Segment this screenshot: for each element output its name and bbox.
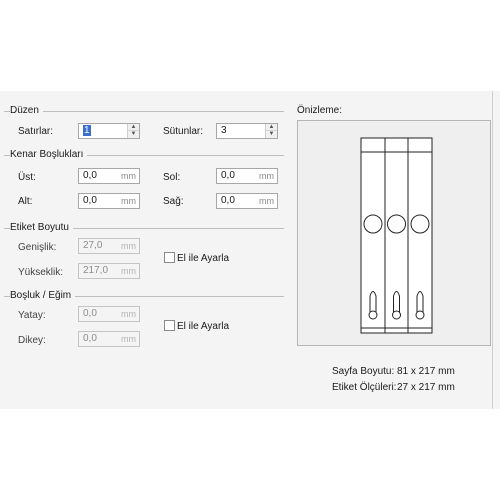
label-height-label: Yükseklik: [18,267,64,278]
columns-increment-icon[interactable]: ▲ [266,124,277,131]
rows-increment-icon[interactable]: ▲ [128,124,139,131]
preview-circle-2 [388,215,406,233]
label-size-manual-checkbox[interactable] [164,252,175,263]
label-width-input[interactable] [78,238,140,254]
spacing-manual-label[interactable]: El ile Ayarla [177,321,230,332]
label-height-unit: mm [121,266,136,276]
spacing-manual-checkbox[interactable] [164,320,175,331]
columns-value: 3 [221,125,227,136]
bottom-margin-label: Alt: [18,196,33,207]
left-margin-label: Sol: [163,172,181,183]
top-margin-label: Üst: [18,172,36,183]
horizontal-spacing-value: 0,0 [83,308,97,319]
vertical-spacing-value: 0,0 [83,333,97,344]
right-margin-unit: mm [259,196,274,206]
preview-circle-1 [364,215,382,233]
rows-decrement-icon[interactable]: ▼ [130,131,137,137]
rows-label: Satırlar: [18,126,54,137]
label-height-input[interactable] [78,263,140,279]
preview-slot-hole-3 [416,311,424,319]
rows-spinner[interactable] [127,124,139,138]
vertical-spacing-input[interactable] [78,331,140,347]
horizontal-spacing-unit: mm [121,309,136,319]
right-margin-input[interactable] [216,193,278,209]
horizontal-spacing-label: Yatay: [18,310,46,321]
label-dims-value: 27 x 217 mm [397,382,455,393]
bottom-margin-input[interactable] [78,193,140,209]
columns-decrement-icon[interactable]: ▼ [268,131,275,137]
preview-circle-3 [411,215,429,233]
left-margin-unit: mm [259,171,274,181]
bottom-margin-unit: mm [121,196,136,206]
columns-spinner[interactable] [265,124,277,138]
columns-input[interactable] [216,123,278,139]
label-width-label: Genişlik: [18,242,57,253]
label-width-value: 27,0 [83,240,103,251]
preview-page [361,138,432,333]
preview-slot-hole-1 [369,311,377,319]
top-margin-input[interactable] [78,168,140,184]
label-size-manual-label[interactable]: El ile Ayarla [177,253,230,264]
right-margin-label: Sağ: [163,196,184,207]
left-margin-input[interactable] [216,168,278,184]
label-preview-drawing [298,121,492,347]
top-margin-value: 0,0 [83,170,97,181]
panel-right-border [492,91,493,409]
left-margin-value: 0,0 [221,170,235,181]
label-width-unit: mm [121,241,136,251]
page-size-label: Sayfa Boyutu: [332,366,395,377]
layout-separator [4,111,284,112]
layout-section-title: Düzen [10,105,43,116]
right-margin-value: 0,0 [221,195,235,206]
label-height-value: 217,0 [83,265,109,276]
vertical-spacing-label: Dikey: [18,335,46,346]
preview-area [297,120,491,346]
margins-section-title: Kenar Boşlukları [10,149,87,160]
label-dims-label: Etiket Ölçüleri: [332,382,397,393]
rows-input[interactable] [78,123,140,139]
top-margin-unit: mm [121,171,136,181]
bottom-margin-value: 0,0 [83,195,97,206]
horizontal-spacing-input[interactable] [78,306,140,322]
rows-value: 1 [84,125,90,136]
columns-label: Sütunlar: [163,126,204,137]
vertical-spacing-unit: mm [121,334,136,344]
preview-title: Önizleme: [297,105,343,116]
spacing-section-title: Boşluk / Eğim [10,290,75,301]
page-size-value: 81 x 217 mm [397,366,455,377]
preview-slot-hole-2 [393,311,401,319]
label-size-section-title: Etiket Boyutu [10,222,73,233]
